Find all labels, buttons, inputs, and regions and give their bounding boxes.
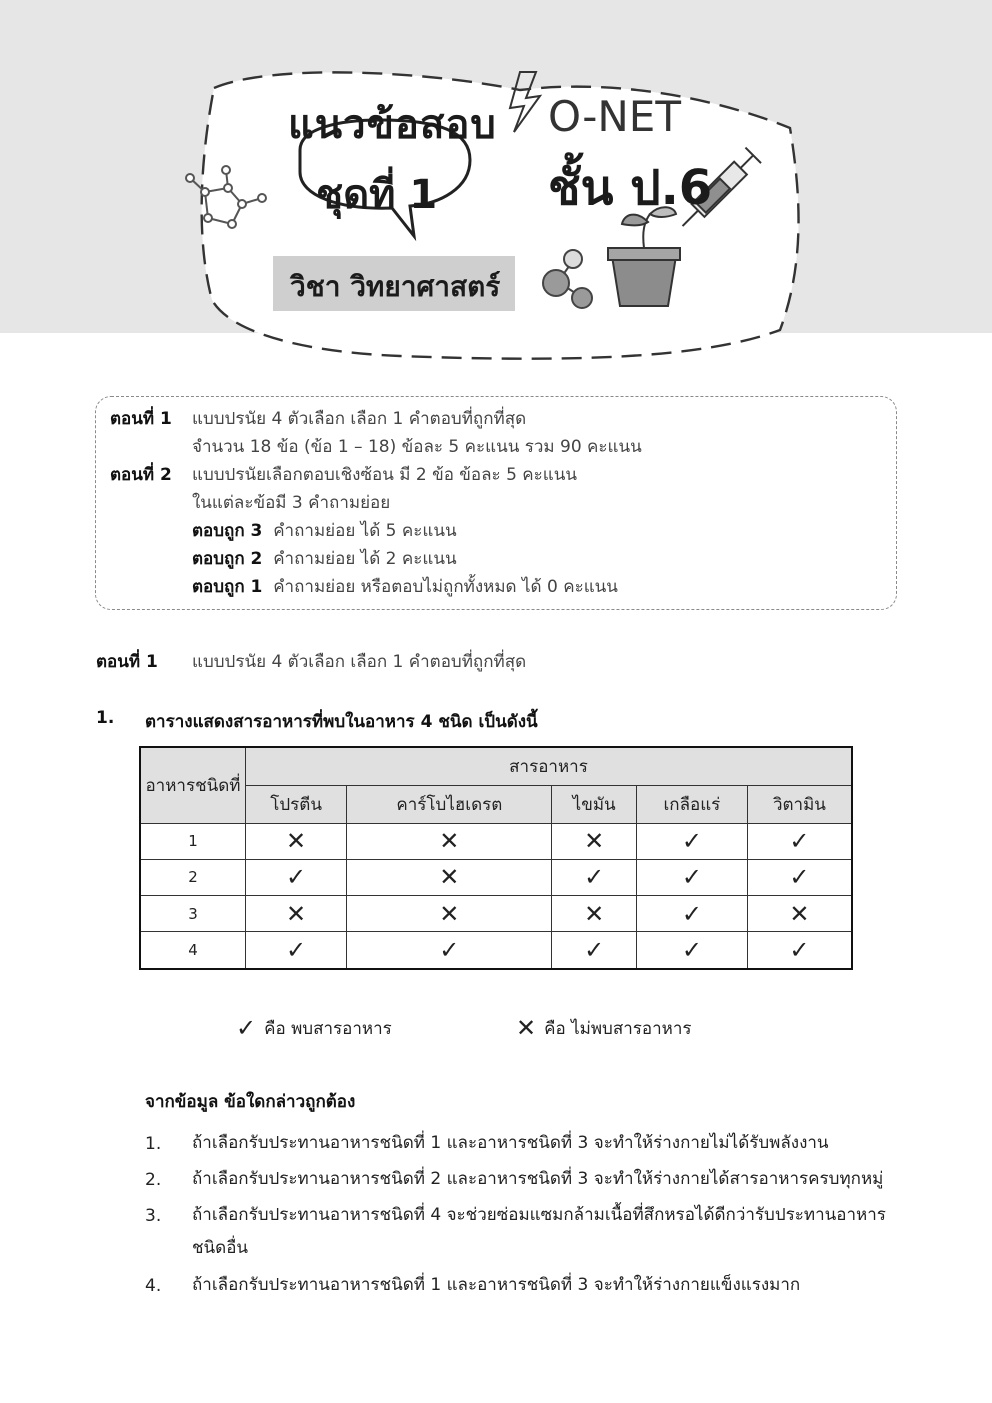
table-cell: ✓ bbox=[747, 823, 852, 859]
table-cell: ✓ bbox=[636, 823, 747, 859]
table-cell: ✕ bbox=[552, 823, 636, 859]
part1-line2: จำนวน 18 ข้อ (ข้อ 1 – 18) ข้อละ 5 คะแนน รวม 90 คะแนน bbox=[192, 437, 642, 457]
choice-text: ถ้าเลือกรับประทานอาหารชนิดที่ 4 จะช่วยซ่อมแซมกล้ามเนื้อที่สึกหรอได้ดีกว่ารับประทานอาหารชนิดอื่น bbox=[192, 1205, 886, 1258]
choice-number: 4. bbox=[145, 1276, 162, 1296]
nutrient-table bbox=[139, 746, 853, 970]
legend-cross-text: คือ ไม่พบสารอาหาร bbox=[544, 1019, 692, 1039]
choice-text: ถ้าเลือกรับประทานอาหารชนิดที่ 1 และอาหารชนิดที่ 3 จะทำให้ร่างกายไม่ได้รับพลังงาน bbox=[192, 1133, 829, 1153]
part2-line1: แบบปรนัยเลือกตอบเชิงซ้อน มี 2 ข้อ ข้อละ 5 คะแนน bbox=[192, 465, 578, 485]
part2-line2: ในแต่ละข้อมี 3 คำถามย่อย bbox=[192, 493, 391, 513]
column-header: คาร์โบไฮเดรต bbox=[347, 785, 552, 823]
table-cell: ✕ bbox=[347, 896, 552, 932]
question-number: 1. bbox=[96, 708, 115, 728]
row-label: 3 bbox=[140, 896, 246, 932]
section-text: แบบปรนัย 4 ตัวเลือก เลือก 1 คำตอบที่ถูกที่สุด bbox=[192, 652, 527, 672]
table-cell: ✓ bbox=[552, 859, 636, 895]
row-label: 2 bbox=[140, 859, 246, 895]
score-rule-text: คำถามย่อย หรือตอบไม่ถูกทั้งหมด ได้ 0 คะแนน bbox=[273, 577, 618, 597]
subject-label: วิชา วิทยาศาสตร์ bbox=[290, 270, 501, 303]
score-rule-bold: ตอบถูก 2 bbox=[192, 549, 263, 569]
table-cell: ✕ bbox=[347, 823, 552, 859]
table-cell: ✓ bbox=[636, 932, 747, 969]
score-rule-bold: ตอบถูก 3 bbox=[192, 521, 263, 541]
grade-label: ชั้น ป.6 bbox=[548, 160, 713, 216]
legend-check-text: คือ พบสารอาหาร bbox=[264, 1019, 392, 1039]
choice-number: 3. bbox=[145, 1206, 162, 1226]
score-rule bbox=[192, 573, 618, 600]
choice-text: ถ้าเลือกรับประทานอาหารชนิดที่ 2 และอาหารชนิดที่ 3 จะทำให้ร่างกายได้สารอาหารครบทุกหมู่ bbox=[192, 1169, 884, 1189]
score-rule-bold: ตอบถูก 1 bbox=[192, 577, 263, 597]
table-cell: ✕ bbox=[246, 823, 347, 859]
table-cell: ✓ bbox=[636, 896, 747, 932]
column-header: ไขมัน bbox=[552, 785, 636, 823]
score-rule bbox=[192, 517, 457, 544]
part1-line1: แบบปรนัย 4 ตัวเลือก เลือก 1 คำตอบที่ถูกที่สุด bbox=[192, 409, 527, 429]
column-header: วิตามิน bbox=[747, 785, 852, 823]
row-label: 1 bbox=[140, 823, 246, 859]
set-label: ชุดที่ 1 bbox=[316, 172, 438, 218]
column-header: เกลือแร่ bbox=[636, 785, 747, 823]
section-label: ตอนที่ 1 bbox=[96, 652, 158, 672]
table-cell: ✓ bbox=[347, 932, 552, 969]
cross-icon: ✕ bbox=[516, 1014, 537, 1042]
row-header: อาหารชนิดที่ bbox=[140, 747, 246, 823]
header-cloud-frame bbox=[0, 0, 992, 380]
table-cell: ✕ bbox=[552, 896, 636, 932]
question-text: ตารางแสดงสารอาหารที่พบในอาหาร 4 ชนิด เป็นดังนี้ bbox=[145, 712, 538, 732]
table-cell: ✕ bbox=[246, 896, 347, 932]
table-cell: ✓ bbox=[747, 859, 852, 895]
score-rule-text: คำถามย่อย ได้ 5 คะแนน bbox=[273, 521, 457, 541]
score-rule-text: คำถามย่อย ได้ 2 คะแนน bbox=[273, 549, 457, 569]
part2-label: ตอนที่ 2 bbox=[110, 465, 172, 485]
table-row bbox=[140, 896, 852, 932]
row-label: 4 bbox=[140, 932, 246, 969]
table-cell: ✓ bbox=[246, 859, 347, 895]
column-header: โปรตีน bbox=[246, 785, 347, 823]
table-row bbox=[140, 932, 852, 969]
table-row bbox=[140, 823, 852, 859]
table-cell: ✓ bbox=[747, 932, 852, 969]
table-cell: ✕ bbox=[747, 896, 852, 932]
exam-name: O-NET bbox=[548, 92, 681, 141]
choice-text: ถ้าเลือกรับประทานอาหารชนิดที่ 1 และอาหารชนิดที่ 3 จะทำให้ร่างกายแข็งแรงมาก bbox=[192, 1275, 801, 1295]
table-cell: ✓ bbox=[246, 932, 347, 969]
hero-title: แนวข้อสอบ bbox=[288, 102, 497, 148]
part1-label: ตอนที่ 1 bbox=[110, 409, 172, 429]
question-prompt: จากข้อมูล ข้อใดกล่าวถูกต้อง bbox=[145, 1092, 356, 1112]
legend-check bbox=[236, 1014, 392, 1042]
table-cell: ✓ bbox=[636, 859, 747, 895]
legend-cross bbox=[516, 1014, 692, 1042]
choice-number: 1. bbox=[145, 1134, 162, 1154]
table-cell: ✓ bbox=[552, 932, 636, 969]
table-row bbox=[140, 859, 852, 895]
check-icon: ✓ bbox=[236, 1014, 257, 1042]
score-rule bbox=[192, 545, 457, 572]
group-header: สารอาหาร bbox=[246, 747, 853, 785]
table-cell: ✕ bbox=[347, 859, 552, 895]
choice-number: 2. bbox=[145, 1170, 162, 1190]
